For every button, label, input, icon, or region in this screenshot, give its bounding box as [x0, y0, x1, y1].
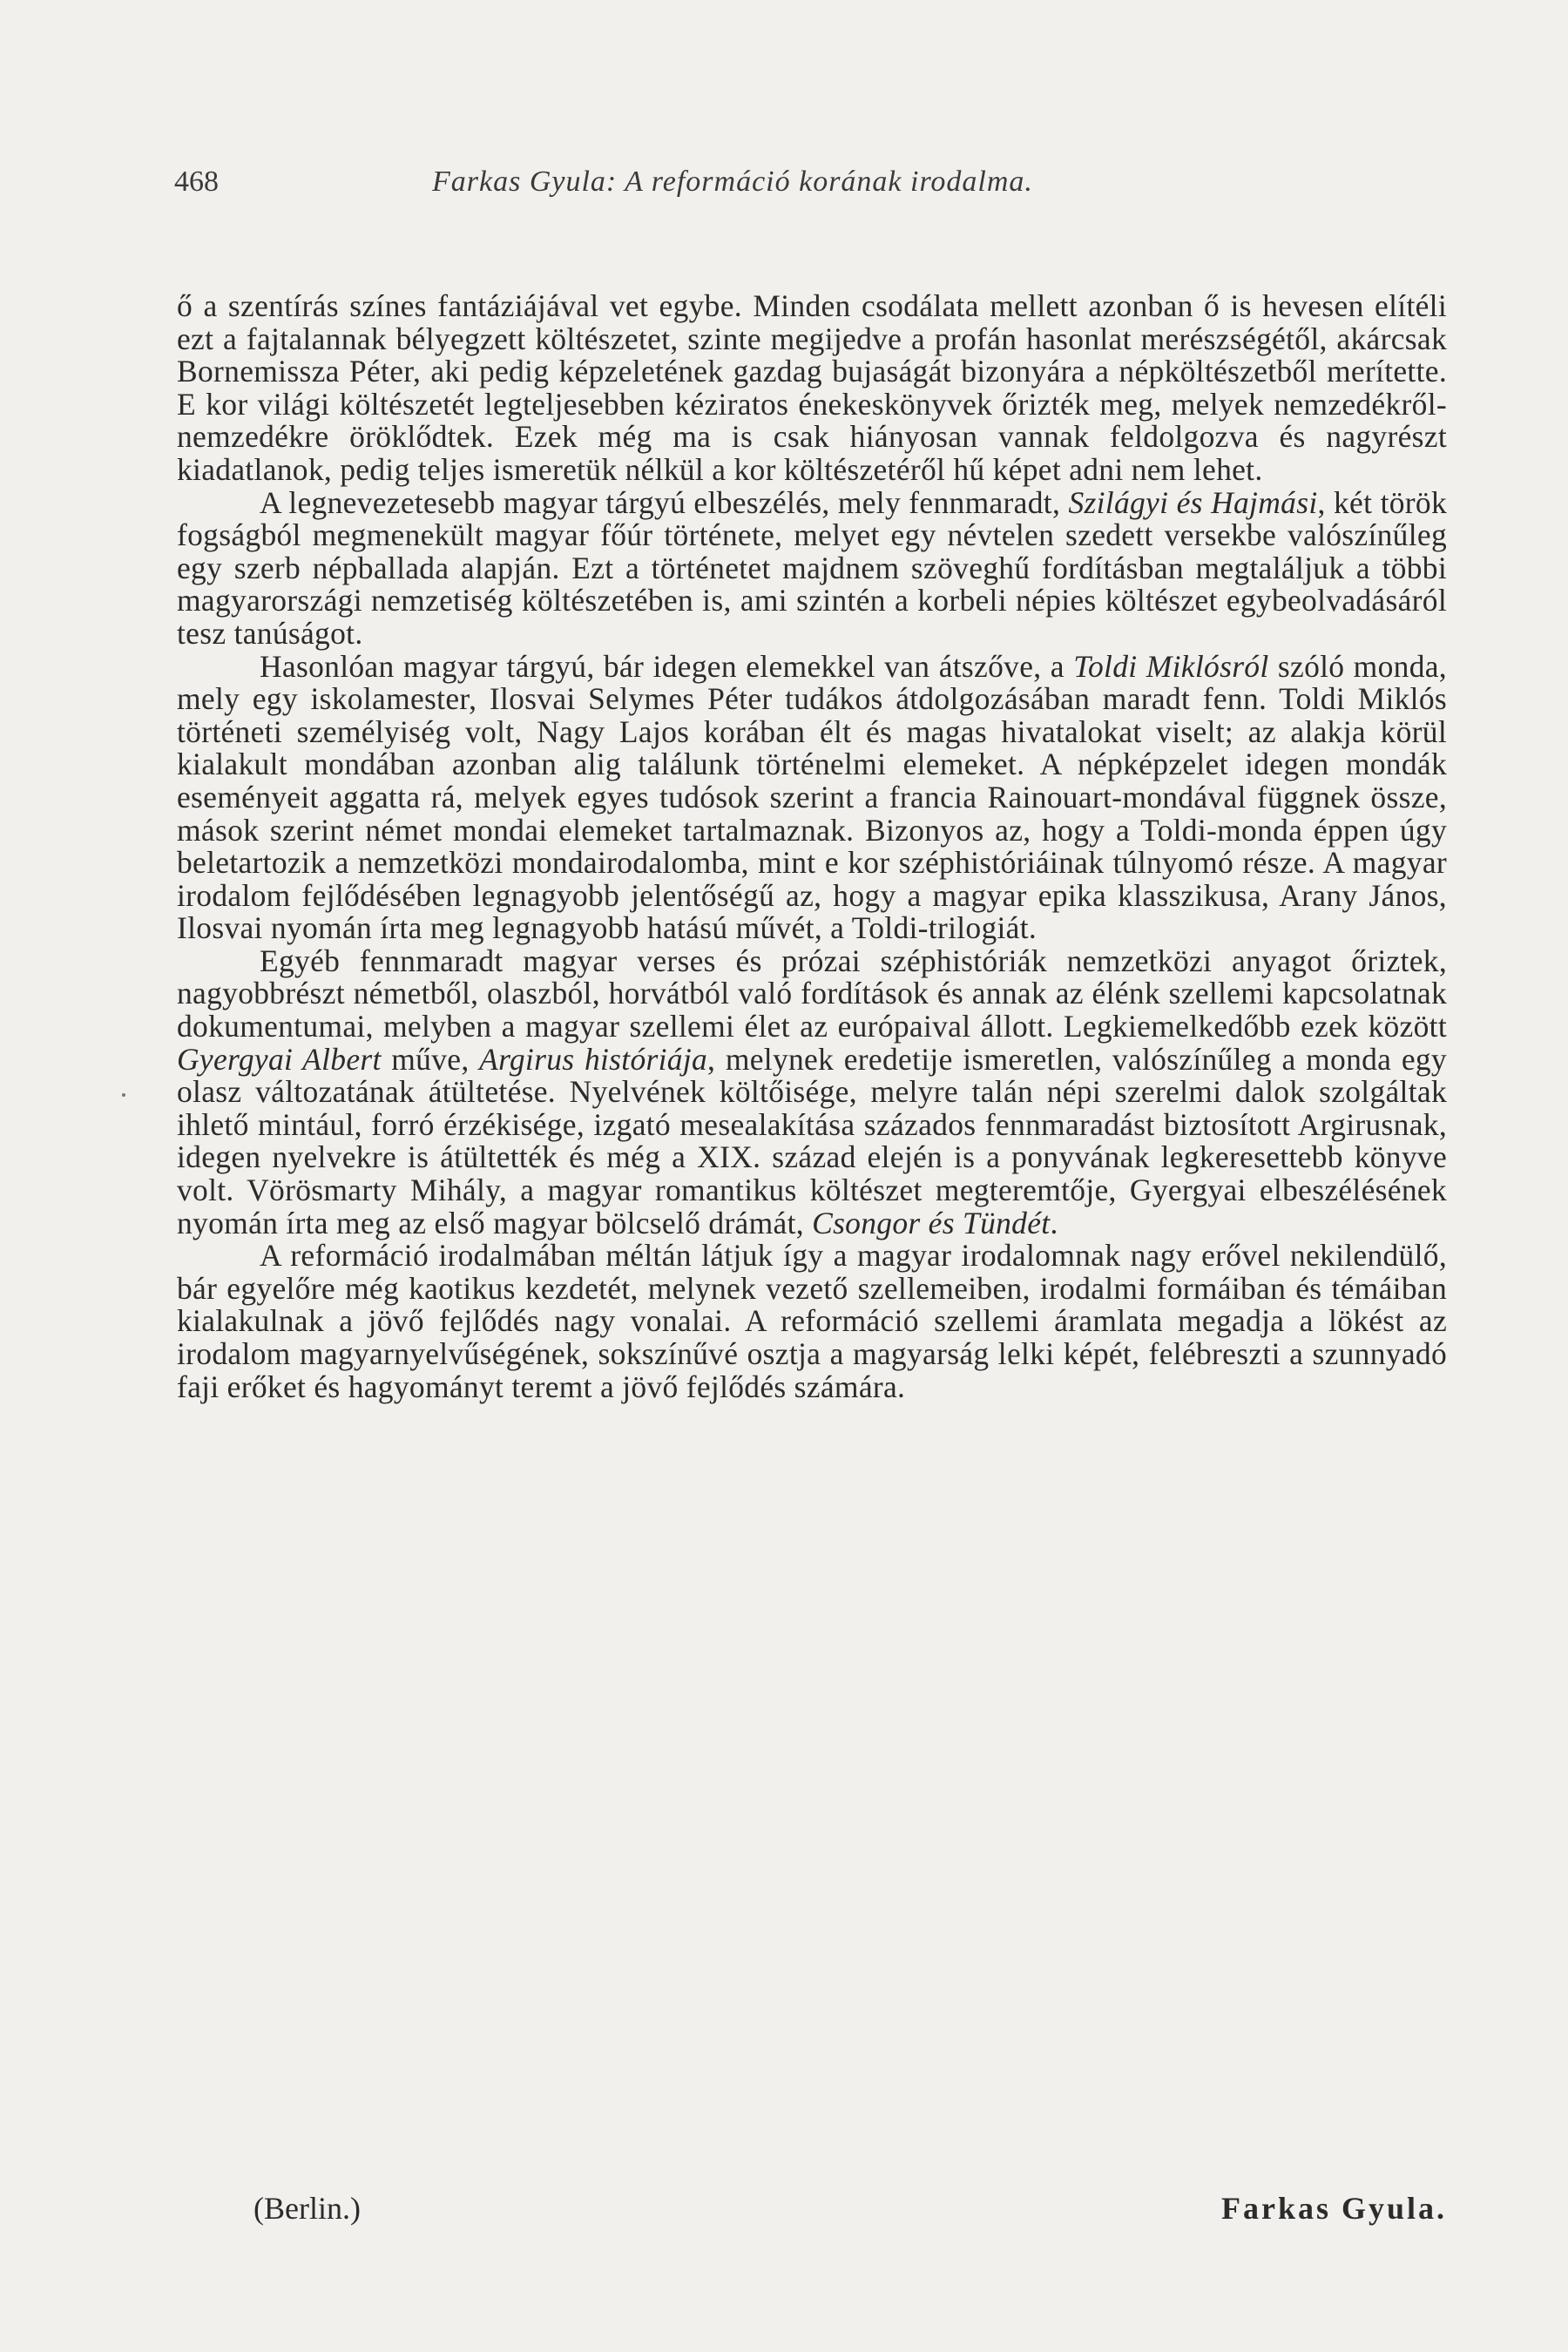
paragraph-4-text-a: Egyéb fennmaradt magyar verses és prózai széphistóriák nemzetközi anyagot őriztek, nagyobbrészt németből, olaszból, horvátból való fordítások és annak az élénk szellemi kapcsolatnak dokumentumai, melyben a magyar szellemi élet az európaival állott. Legkiemelkedőbb ezek között: [177, 943, 1447, 1044]
page-number: 468: [174, 166, 219, 198]
paragraph-3-text-a: Hasonlóan magyar tárgyú, bár idegen elemekkel van átszőve, a: [260, 648, 1074, 684]
work-title-argirus: Argirus históriája: [479, 1041, 708, 1077]
paragraph-4-text-d: .: [1050, 1205, 1058, 1240]
running-title: Farkas Gyula: A reformáció korának irodalma.: [432, 166, 1033, 198]
paragraph-4-text-c: , melynek eredetije ismeretlen, valószínűleg a monda egy olasz változatának átültetése. Nyelvének költőisége, melyre talán népi szerelmi dalok szolgáltak ihlető mintául, forró érzékisége, izgató mesealakítása százados fennmaradást biztosított Argirusnak, idegen nyelvekre is átültették és még a XIX. század elején is a ponyvának legkeresettebb könyve volt. Vörösmarty Mihály, a magyar romantikus költészet megteremtője, Gyergyai elbeszélésének nyomán írta meg az első magyar bölcselő drámát,: [177, 1041, 1447, 1240]
paragraph-5: A reformáció irodalmában méltán látjuk így a magyar irodalomnak nagy erővel nekilendülő, bár egyelőre még kaotikus kezdetét, melynek vezető szellemeiben, irodalmi formáiban és témáiban kialakulnak a jövő fejlődés nagy vonalai. A reformáció szellemi áramlata megadja a lökést az irodalom magyarnyelvűségének, sokszínűvé osztja a magyarság lelki képét, felébreszti a szunnyadó faji erőket és hagyományt teremt a jövő fejlődés számára.: [177, 1238, 1447, 1404]
paragraph-2-text-b: , két török fogságból megmenekült magyar főúr története, melyet egy névtelen szedett versekbe valószínűleg egy szerb népballada alapján. Ezt a történetet majdnem szöveghű fordításban megtaláljuk a többi magyarországi nemzetiség költészetében is, ami szintén a korbeli népies költészet egybeolvadásáról tesz tanúságot.: [177, 484, 1448, 651]
work-title-csongor: Csongor és Tündét: [812, 1205, 1051, 1240]
place-of-writing: (Berlin.): [253, 2191, 361, 2226]
print-speck: [122, 1093, 125, 1097]
author-signature: Farkas Gyula.: [1220, 2191, 1447, 2226]
work-title-szilagyi: Szilágyi és Hajmási: [1068, 484, 1318, 520]
paragraph-4: [177, 945, 1447, 1240]
paragraph-1: ő a szentírás színes fantáziájával vet egybe. Minden csodálata mellett azonban ő is hevesen elítéli ezt a fajtalannak bélyegzett költészetet, szinte megijedve a profán hasonlat merészségétől, akárcsak Bornemissza Péter, aki pedig képzeletének gazdag bujaságát bizonyára a népköltészetből merítette. E kor világi költészetét legteljesebben kéziratos énekeskönyvek őrizték meg, melyek nemzedékről-nemzedékre öröklődtek. Ezek még ma is csak hiányosan vannak feldolgozva és nagyrészt kiadatlanok, pedig teljes ismeretük nélkül a kor költészetéről hű képet adni nem lehet.: [177, 288, 1447, 487]
closing-line: [177, 2186, 1447, 2230]
paragraph-4-text-b: műve,: [381, 1041, 480, 1077]
running-head: [174, 160, 1481, 204]
paragraph-2-text-a: A legnevezetesebb magyar tárgyú elbeszélés, mely fennmaradt,: [260, 484, 1069, 520]
work-title-toldi: Toldi Miklósról: [1073, 648, 1269, 684]
paragraph-3-text-b: szóló monda, mely egy iskolamester, Ilosvai Selymes Péter tudákos átdolgozásában maradt fenn. Toldi Miklós történeti személyiség volt, Nagy Lajos korában élt és magas hivatalokat viselt; az alakja körül kialakult mondában azonban alig találunk történelmi elemeket. A népképzelet idegen mondák eseményeit aggatta rá, melyek egyes tudósok szerint a francia Rainouart-mondával függnek össze, mások szerint német mondai elemeket tartalmaznak. Bizonyos az, hogy a Toldi-monda éppen úgy beletartozik a nemzetközi mondairodalomba, mint e kor széphistóriáinak túlnyomó része. A magyar irodalom fejlődésében legnagyobb jelentőségű az, hogy a magyar epika klasszikusa, Arany János, Ilosvai nyomán írta meg legnagyobb hatású művét, a Toldi-trilogiát.: [177, 648, 1447, 946]
paragraph-2: [177, 484, 1448, 651]
author-name-gyergyai: Gyergyai Albert: [177, 1041, 382, 1077]
body-text: [177, 290, 1447, 1403]
paragraph-3: [177, 648, 1447, 946]
